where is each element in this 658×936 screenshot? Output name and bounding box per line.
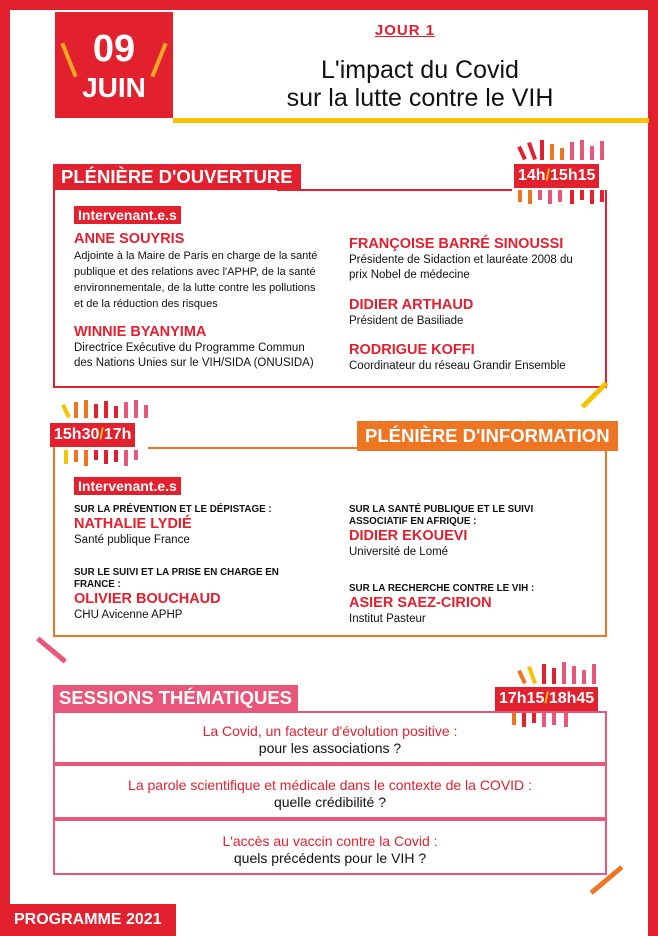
speaker-org: Institut Pasteur [349, 613, 426, 625]
speaker-org: CHU Avicenne APHP [74, 609, 183, 621]
speaker-topic: SUR LA RECHERCHE CONTRE LE VIH : [349, 583, 535, 594]
information-time: 15h30/17h [50, 423, 135, 447]
session-item [53, 819, 607, 875]
speaker-name: DIDIER EKOUEVI [349, 528, 468, 544]
date-month: JUIN [82, 72, 146, 103]
speakers-tag: Intervenant.e.s [74, 477, 181, 495]
stripes-decoration [510, 138, 610, 162]
speaker-name: RODRIGUE KOFFI [349, 342, 475, 358]
speaker-name: WINNIE BYANYIMA [74, 324, 207, 340]
stripes-decoration [510, 660, 610, 686]
opening-title-box [53, 164, 301, 190]
speaker-role: Président de Basiliade [349, 315, 464, 327]
title-line-2: sur la lutte contre le VIH [286, 84, 554, 112]
speaker [74, 504, 314, 548]
speaker-role: Directrice Exécutive du Programme Commun des Nations Unies sur le VIH/SIDA (ONUSIDA) [74, 342, 314, 369]
sessions-time: 17h15/18h45 [495, 687, 598, 711]
time-start: 14h [518, 167, 546, 184]
session-item [53, 764, 607, 819]
opening-time: 14h/15h15 [514, 164, 599, 188]
time-start: 17h15 [499, 690, 545, 707]
speaker-topic: SUR LA PRÉVENTION ET LE DÉPISTAGE : [74, 504, 272, 515]
speaker-name: NATHALIE LYDIÉ [74, 516, 192, 532]
speaker-name: ANNE SOUYRIS [74, 231, 185, 247]
title-line-1: L'impact du Covid [321, 56, 519, 84]
session-title: L'accès au vaccin contre la Covid : [222, 833, 438, 849]
speaker [349, 236, 589, 283]
stripes-decoration [58, 398, 154, 420]
speakers-tag: Intervenant.e.s [74, 206, 181, 224]
speaker [74, 567, 289, 623]
session-question: quelle crédibilité ? [273, 794, 387, 810]
day-label: JOUR 1 [374, 22, 436, 39]
speaker [74, 231, 324, 312]
time-end: 18h45 [548, 690, 595, 707]
speaker [349, 583, 589, 627]
date-day: 09 [92, 28, 136, 70]
speaker-name: FRANÇOISE BARRÉ SINOUSSI [349, 236, 564, 252]
speaker-topic: SUR LE SUIVI ET LA PRISE EN CHARGE EN FRANCE : [74, 567, 279, 590]
speaker [349, 297, 589, 329]
speaker-name: DIDIER ARTHAUD [349, 297, 474, 313]
time-end: 17h [103, 426, 132, 443]
sessions-title: SESSIONS THÉMATIQUES [59, 687, 292, 708]
speaker-name: OLIVIER BOUCHAUD [74, 591, 221, 607]
speaker-org: Université de Lomé [349, 546, 449, 558]
speaker-name: ASIER SAEZ-CIRION [349, 595, 492, 611]
opening-title: PLÉNIÈRE D'OUVERTURE [61, 166, 293, 187]
session-title: La parole scientifique et médicale dans le contexte de la COVID : [128, 777, 532, 793]
speaker-role: Adjointe à la Maire de Paris en charge de la santé publique et des relations avec l'APHP, de la santé environnementale, de la lutte contre les pollutions et de la réduction des risques [74, 250, 318, 310]
time-start: 15h30 [54, 426, 100, 443]
session-item [53, 711, 607, 764]
speaker [74, 324, 324, 371]
sessions-title-box [53, 685, 298, 711]
session-question: quels précédents pour le VIH ? [233, 850, 427, 866]
session-title: La Covid, un facteur d'évolution positive : [202, 723, 458, 739]
date-badge [55, 12, 173, 118]
session-question: pour les associations ? [258, 740, 402, 756]
footer-label: PROGRAMME 2021 [0, 904, 176, 936]
speaker-org: Santé publique France [74, 534, 190, 546]
header-underline [173, 118, 649, 123]
speaker [349, 342, 589, 374]
page-title [190, 56, 650, 112]
speaker-role: Coordinateur du réseau Grandir Ensemble [349, 360, 566, 372]
speaker [349, 504, 564, 560]
speaker-topic: SUR LA SANTÉ PUBLIQUE ET LE SUIVI ASSOCIATIF EN AFRIQUE : [349, 504, 534, 527]
speaker-role: Présidente de Sidaction et lauréate 2008 du prix Nobel de médecine [349, 254, 573, 281]
opening-box-left [53, 190, 55, 388]
information-title: PLÉNIÈRE D'INFORMATION [365, 425, 610, 446]
time-end: 15h15 [550, 167, 596, 184]
